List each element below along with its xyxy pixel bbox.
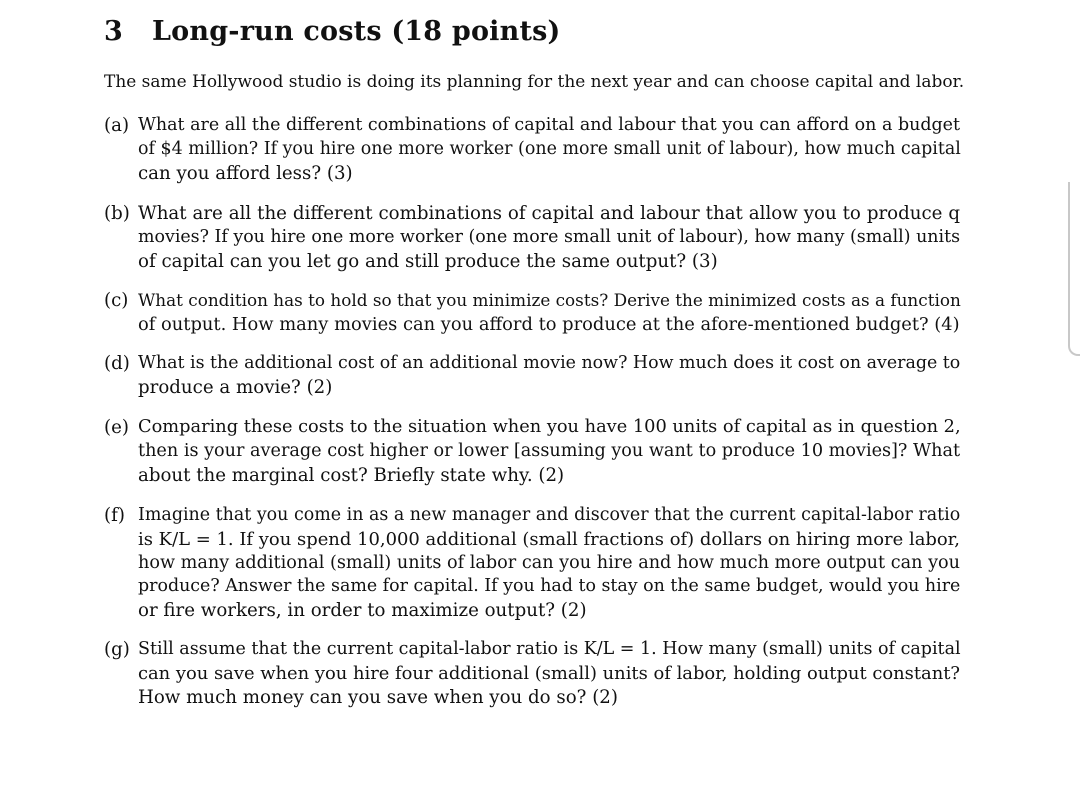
question-line: Comparing these costs to the situation when you have 100 units of capital as in question 2, [138, 417, 961, 437]
question-line: What condition has to hold so that you minimize costs? Derive the minimized costs as a function [138, 290, 961, 310]
question-line: of $4 million? If you hire one more worker (one more small unit of labour), how much capital [138, 138, 961, 159]
question-line: What is the additional cost of an additional movie now? How much does it cost on average to [138, 353, 961, 373]
question-label: (c) [104, 290, 129, 311]
question-text [138, 352, 960, 400]
question-text [138, 202, 960, 273]
question-f [104, 504, 960, 623]
question-line: produce? Answer the same for capital. If you had to stay on the same budget, would you hire [138, 576, 961, 597]
section-title: Long-run costs (18 points) [152, 16, 561, 47]
question-line: can you afford less? (3) [138, 162, 353, 184]
question-d [104, 352, 960, 400]
question-a [104, 114, 960, 185]
question-g [104, 638, 960, 709]
question-line: how many additional (small) units of labor can you hire and how much more output can you [138, 552, 960, 573]
question-line: movies? If you hire one more worker (one more small unit of labour), how many (small) units [138, 226, 960, 247]
question-label: (f) [104, 505, 125, 526]
intro-paragraph: The same Hollywood studio is doing its planning for the next year and can choose capital and labor. [104, 72, 965, 92]
viewer-scroll-edge [1068, 182, 1080, 356]
question-line: then is your average cost higher or lower [assuming you want to produce 10 movies]? What [138, 440, 961, 461]
section-heading [104, 16, 561, 47]
question-line: about the marginal cost? Briefly state why. (2) [138, 464, 565, 486]
question-line: or fire workers, in order to maximize output? (2) [138, 600, 587, 622]
question-text [138, 638, 960, 709]
question-text [138, 416, 960, 487]
question-text [138, 114, 960, 185]
question-line: Still assume that the current capital-labor ratio is K/L = 1. How many (small) units of capital [138, 639, 961, 659]
question-line: can you save when you hire four additional (small) units of labor, holding output constant? [138, 662, 960, 684]
question-label: (e) [104, 417, 129, 438]
question-label: (b) [104, 203, 130, 224]
question-label: (d) [104, 353, 130, 374]
section-number: 3 [104, 16, 123, 47]
question-line: of capital can you let go and still produce the same output? (3) [138, 250, 718, 272]
question-e [104, 416, 960, 487]
question-line: Imagine that you come in as a new manager and discover that the current capital-labor ratio [138, 505, 961, 525]
question-line: produce a movie? (2) [138, 376, 333, 398]
question-line: How much money can you save when you do so? (2) [138, 686, 618, 708]
question-text [138, 289, 960, 337]
question-text [138, 504, 960, 623]
question-label: (a) [104, 115, 130, 136]
question-line: of output. How many movies can you afford to produce at the afore-mentioned budget? (4) [138, 313, 960, 335]
question-c [104, 289, 960, 337]
question-label: (g) [104, 639, 130, 660]
question-line: What are all the different combinations of capital and labour that allow you to produce q [138, 203, 960, 224]
question-b [104, 202, 960, 273]
question-line: What are all the different combinations of capital and labour that you can afford on a budget [138, 115, 960, 135]
question-line: is K/L = 1. If you spend 10,000 additional (small fractions of) dollars on hiring more labor, [138, 528, 960, 550]
